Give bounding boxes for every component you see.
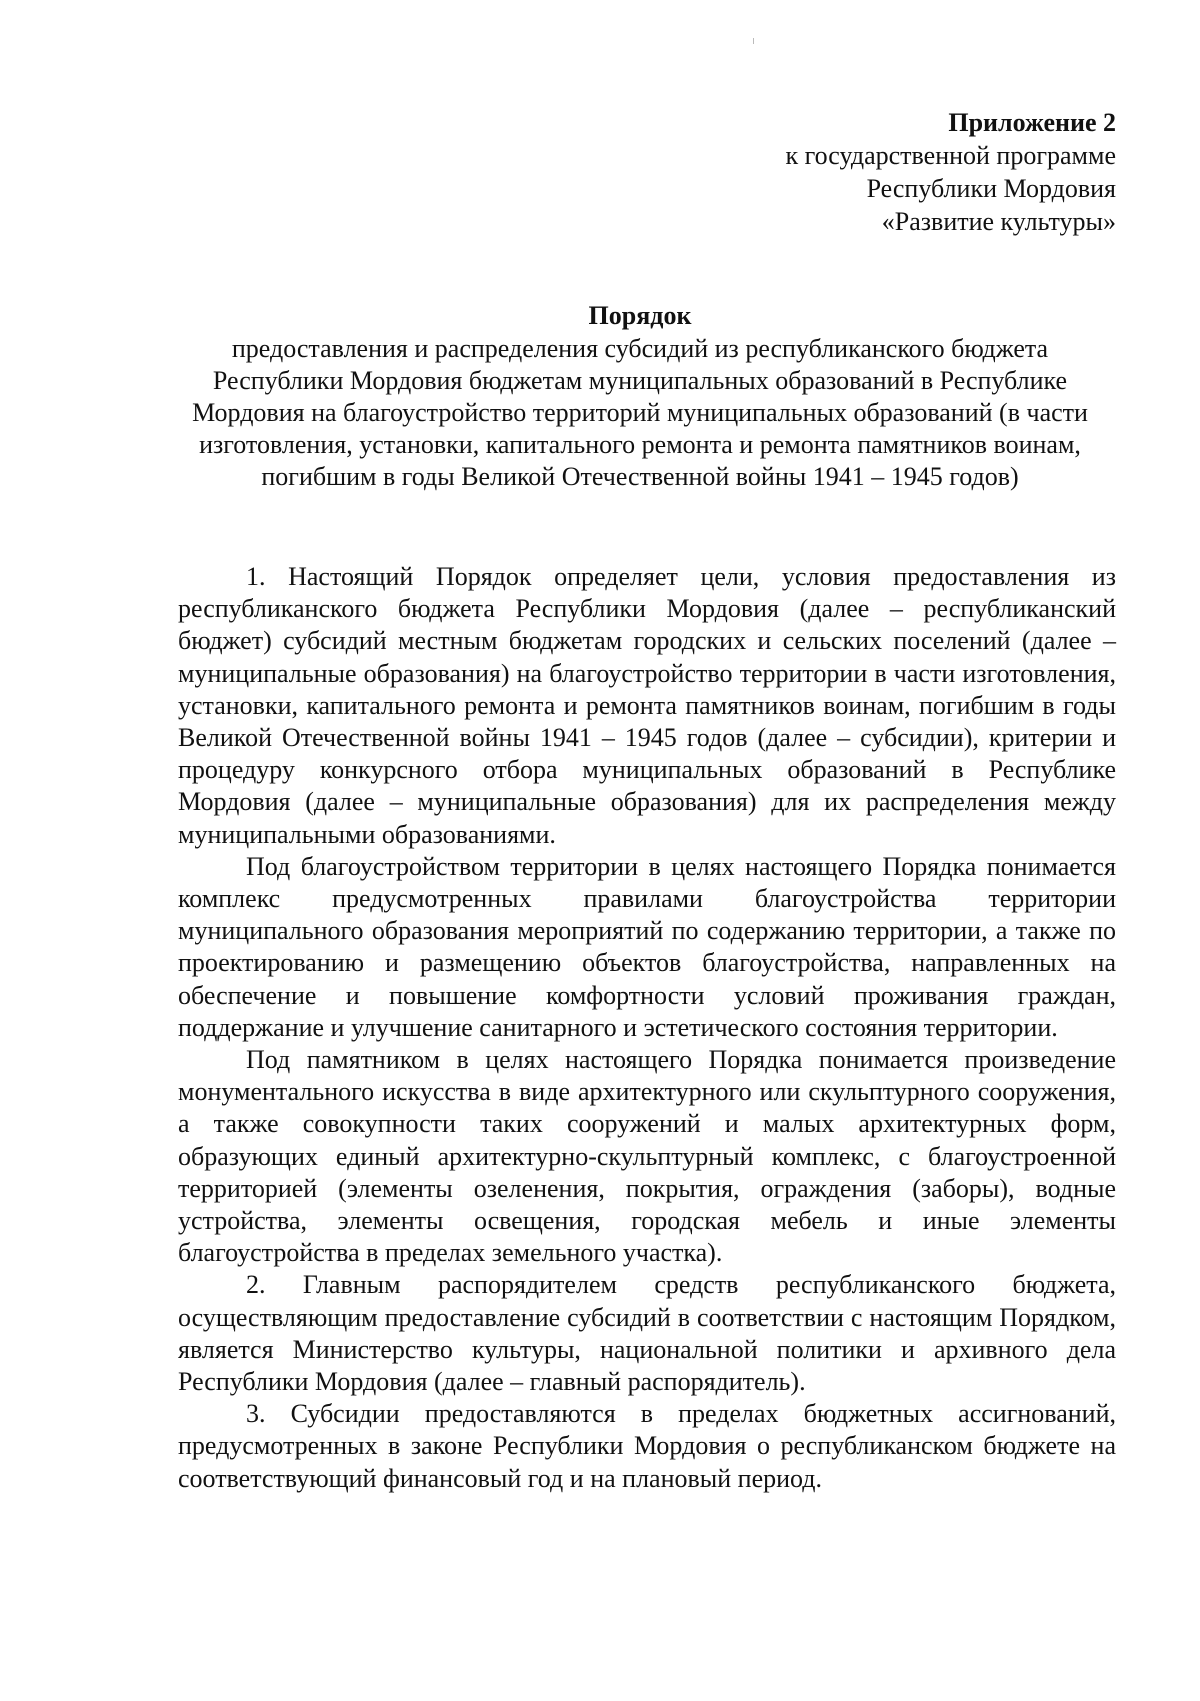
appendix-line: к государственной программе — [785, 141, 1116, 170]
paragraph: Под благоустройством территории в целях настоящего Порядка понимается комплекс предусмотренных правилами благоустройства территории муниципального образования мероприятий по содержанию территории, а также по проектированию и размещению объектов благоустройства, направленных на обеспечение и повышение комфортности условий проживания граждан, поддержание и улучшение санитарного и эстетического состояния территории. — [178, 851, 1116, 1042]
document-heading — [170, 300, 1110, 493]
paragraph: 3. Субсидии предоставляются в пределах бюджетных ассигнований, предусмотренных в законе Республики Мордовия о республиканском бюджете на соответствующий финансовый год и на плановый период. — [178, 1399, 1116, 1493]
appendix-block — [786, 106, 1117, 238]
document-subtitle: предоставления и распределения субсидий из республиканского бюджета Республики Мордовия бюджетам муниципальных образований в Республике Мордовия на благоустройство территорий муниципальных образований (в части изготовления, установки, капитального ремонта и ремонта памятников воинам, погибшим в годы Великой Отечественной войны 1941 – 1945 годов) — [192, 334, 1088, 491]
document-body — [178, 561, 1116, 1495]
appendix-title: Приложение 2 — [948, 108, 1116, 137]
scan-mark — [753, 38, 754, 44]
paragraph: Под памятником в целях настоящего Порядка понимается произведение монументального искусства в виде архитектурного или скульптурного сооружения, а также совокупности таких сооружений и малых архитектурных форм, образующих единый архитектурно-скульптурный комплекс, с благоустроенной территорией (элементы озеленения, покрытия, ограждения (заборы), водные устройства, элементы освещения, городская мебель и иные элементы благоустройства в пределах земельного участка). — [178, 1045, 1116, 1268]
appendix-line: Республики Мордовия — [866, 174, 1116, 203]
paragraph: 1. Настоящий Порядок определяет цели, условия предоставления из республиканского бюджета Республики Мордовия (далее – республиканский бюджет) субсидий местным бюджетам городских и сельских поселений (далее – муниципальные образования) на благоустройство территории в части изготовления, установки, капитального ремонта и ремонта памятников воинам, погибшим в годы Великой Отечественной войны 1941 – 1945 годов (далее – субсидии), критерии и процедуру конкурсного отбора муниципальных образований в Республике Мордовия (далее – муниципальные образования) для их распределения между муниципальными образованиями. — [178, 562, 1116, 849]
paragraph: 2. Главным распорядителем средств республиканского бюджета, осуществляющим предоставление субсидий в соответствии с настоящим Порядком, является Министерство культуры, национальной политики и архивного дела Республики Мордовия (далее – главный распорядитель). — [178, 1270, 1116, 1397]
appendix-line: «Развитие культуры» — [881, 207, 1116, 236]
document-title: Порядок — [588, 301, 692, 330]
